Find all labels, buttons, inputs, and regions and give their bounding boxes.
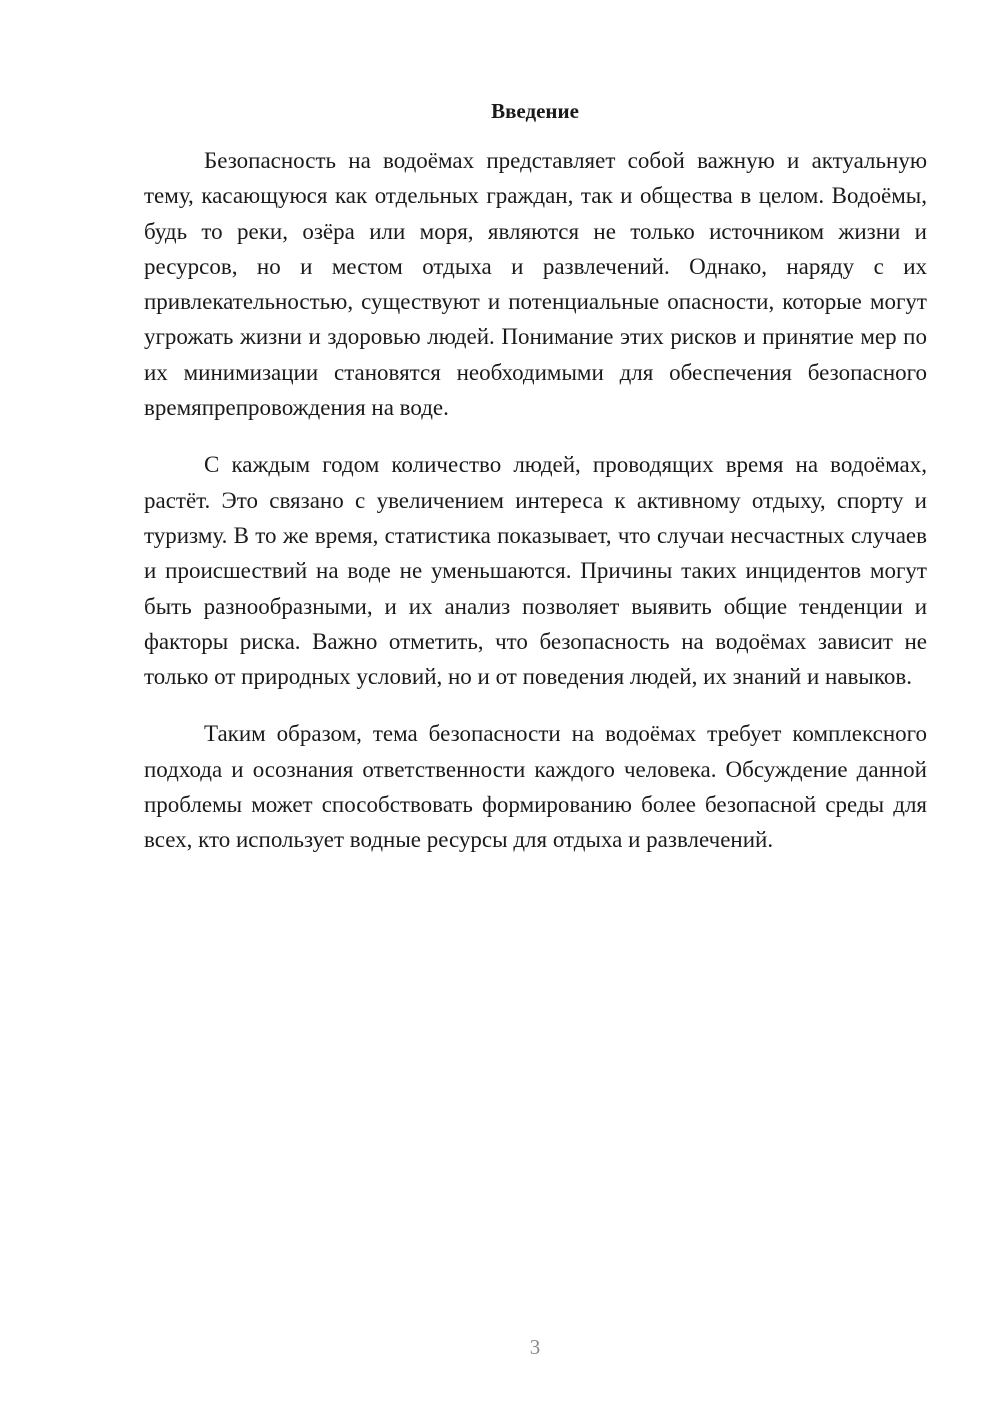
paragraph-1: Безопасность на водоёмах представляет собой важную и актуальную тему, касающуюся как отдельных граждан, так и общества в целом. Водоёмы, будь то реки, озёра или моря, являются не только источником жизни и ресурсов, но и местом отдыха и развлечений. Однако, наряду с их привлекательностью, существуют и потенциальные опасности, которые могут угрожать жизни и здоровью людей. Понимание этих рисков и принятие мер по их минимизации становятся необходимыми для обеспечения безопасного времяпрепровождения на воде.: [144, 148, 927, 421]
paragraph-3: Таким образом, тема безопасности на водоёмах требует комплексного подхода и осознания ответственности каждого человека. Обсуждение данной проблемы может способствовать формированию более безопасной среды для всех, кто использует водные ресурсы для отдыха и развлечений.: [144, 721, 927, 853]
page-number: 3: [529, 1335, 541, 1359]
body-text: [144, 143, 927, 880]
paragraph-2: С каждым годом количество людей, проводящих время на водоёмах, растёт. Это связано с увеличением интереса к активному отдыху, спорту и туризму. В то же время, статистика показывает, что случаи несчастных случаев и происшествий на воде не уменьшаются. Причины таких инцидентов могут быть разнообразными, и их анализ позволяет выявить общие тенденции и факторы риска. Важно отметить, что безопасность на водоёмах зависит не только от природных условий, но и от поведения людей, их знаний и навыков.: [144, 452, 927, 690]
section-heading: Введение: [491, 99, 579, 123]
